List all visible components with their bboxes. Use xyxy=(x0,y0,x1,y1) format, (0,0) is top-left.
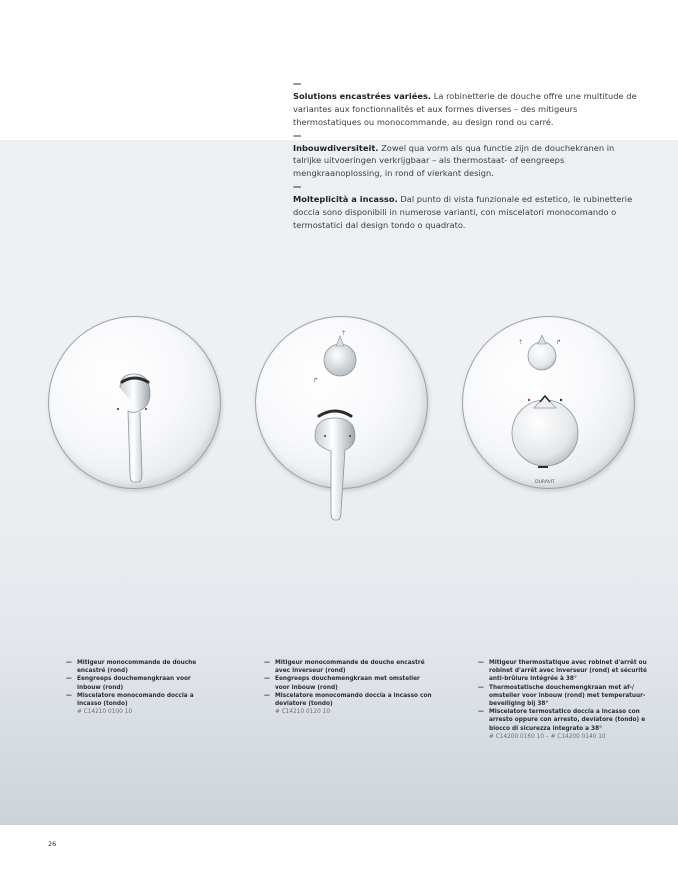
product-image-single-lever xyxy=(48,316,223,506)
lever-handle-icon xyxy=(48,316,223,506)
intro-paragraph-it xyxy=(293,180,638,232)
caption-product-2 xyxy=(264,659,434,716)
caption-line: — Miscelatore monocomando doccia a incasso (tondo) xyxy=(66,692,216,708)
product-image-lever-diverter xyxy=(255,316,430,531)
intro-body: Dal punto di vista funzionale ed estetico, le rubinetterie doccia sono disponibili in numerose varianti, con miscelatori monocomando o termostatici dal design tondo o quadrato. xyxy=(293,194,633,230)
dash-separator: — xyxy=(293,78,302,88)
caption-line: — Mitigeur thermostatique avec robinet d'arrêt ou robinet d'arrêt avec inverseur (rond) et sécurité anti-brûlure intégrée à 38° xyxy=(478,659,658,684)
dash-separator: — xyxy=(293,129,302,140)
svg-text:⇡: ⇡ xyxy=(518,339,524,346)
caption-product-3 xyxy=(478,659,658,741)
caption-product-1 xyxy=(66,659,216,716)
product-image-thermostatic xyxy=(462,316,637,491)
intro-heading: Molteplicità a incasso. xyxy=(293,194,398,205)
caption-line: — Miscelatore termostatico doccia a incasso con arresto oppure con arresto, deviatore (tondo) e blocco di sicurezza integrato a 38° xyxy=(478,708,658,733)
caption-line: — Mitigeur monocommande de douche encastré avec inverseur (rond) xyxy=(264,659,434,675)
page-number: 26 xyxy=(48,840,57,848)
intro-paragraph-fr xyxy=(293,77,638,129)
intro-heading: Solutions encastrées variées. xyxy=(293,90,432,101)
article-code: # C14200 0160 10 – # C14200 0140 10 xyxy=(489,733,606,740)
thermostat-knob-icon xyxy=(462,316,637,491)
intro-body: Zowel qua vorm als qua functie zijn de douchekranen in talrijke uitvoeringen verkrijgbaar – als thermostaat- of eengreeps mengkraanoplossing, in rond of vierkant design. xyxy=(293,142,615,179)
svg-text:↱: ↱ xyxy=(313,377,319,384)
brand-mark: DURAVIT xyxy=(535,480,555,485)
lever-handle-icon xyxy=(255,316,430,531)
caption-line: — Mitigeur monocommande de douche encastré (rond) xyxy=(66,659,216,675)
svg-text:↱: ↱ xyxy=(556,339,562,346)
intro-body: La robinetterie de douche offre une multitude de variantes aux fonctionnalités et aux formes diverses – des mitigeurs thermostatiques ou monocommande, au design rond ou carré. xyxy=(293,90,637,127)
caption-line: — Eengreeps douchemengkraan met omsteller voor inbouw (rond) xyxy=(264,675,434,691)
intro-heading: Inbouwdiversiteit. xyxy=(293,142,379,153)
dash-separator: — xyxy=(293,181,302,192)
caption-line: — Eengreeps douchemengkraan voor inbouw (rond) xyxy=(66,675,216,691)
caption-line: — Thermostatische douchemengkraan met af-/ omsteller voor inbouw (rond) met temperatuur-beveiliging bij 38° xyxy=(478,684,658,709)
svg-text:⇡: ⇡ xyxy=(341,330,347,337)
intro-paragraph-nl xyxy=(293,129,638,181)
intro-text xyxy=(293,77,638,232)
article-code: # C14210 0100 10 xyxy=(77,709,133,716)
caption-line: — Miscelatore monocomando doccia a incasso con deviatore (tondo) xyxy=(264,692,434,708)
article-code: # C14210 0120 10 xyxy=(275,709,331,716)
